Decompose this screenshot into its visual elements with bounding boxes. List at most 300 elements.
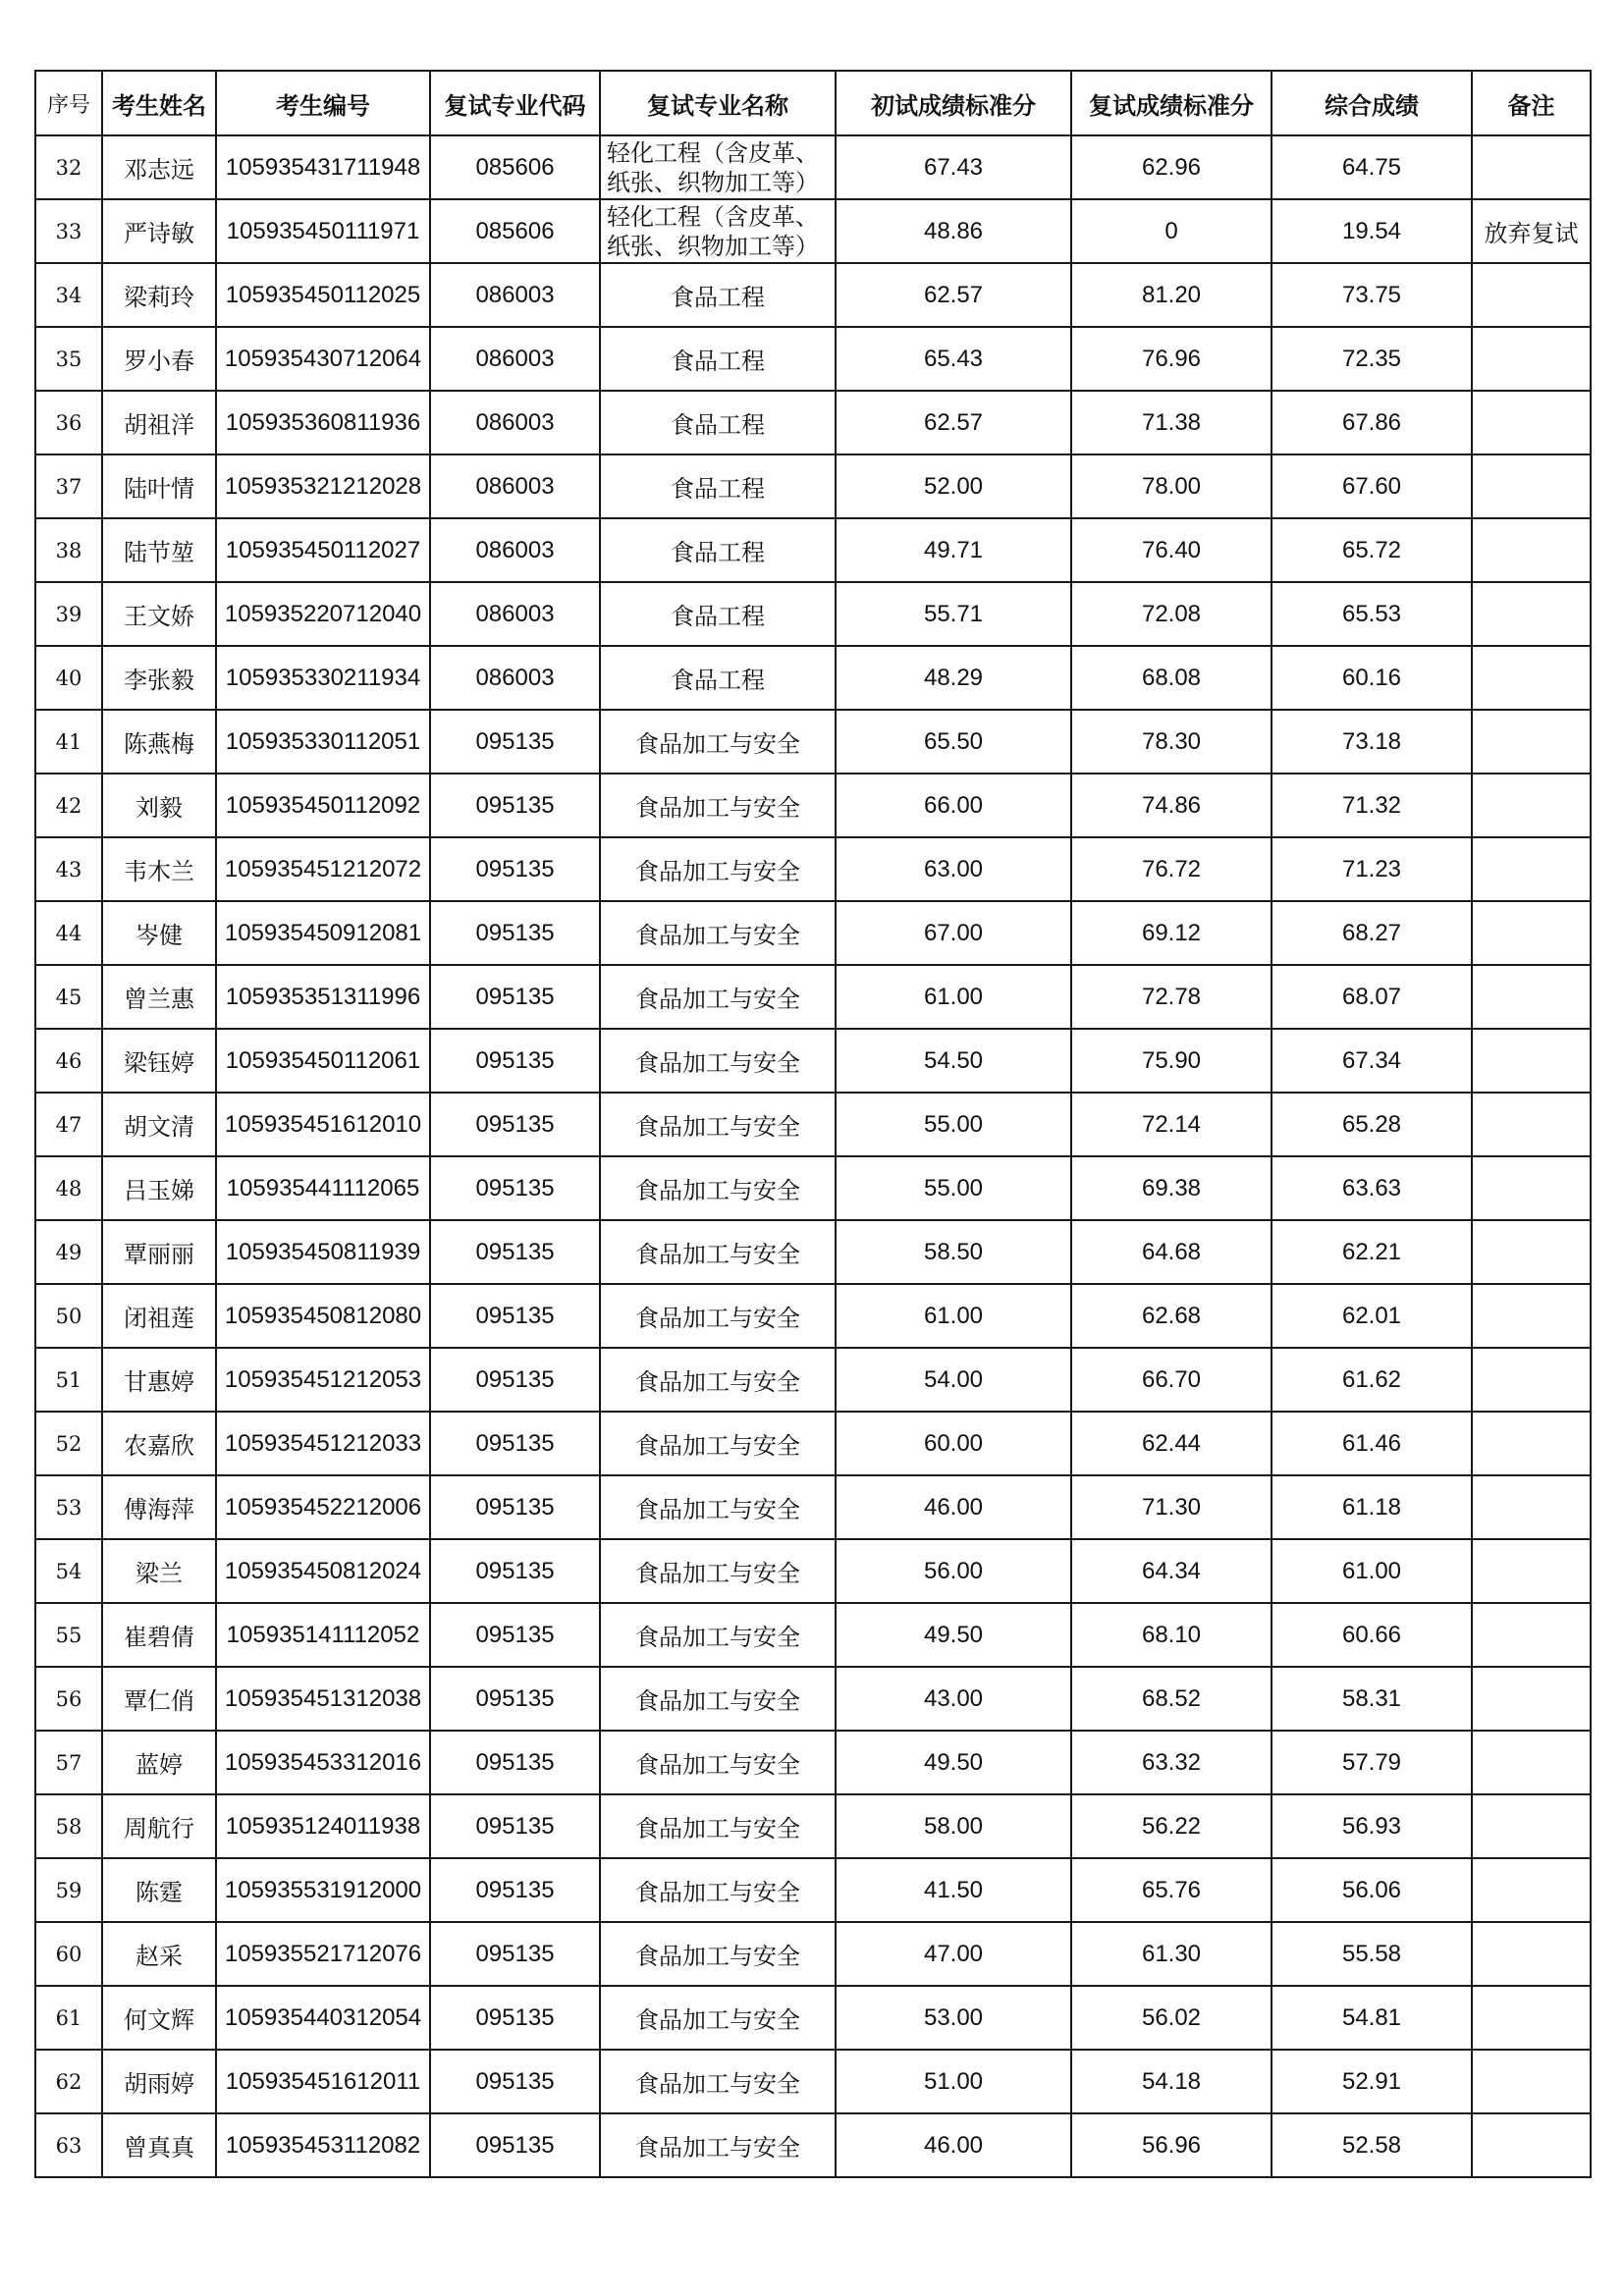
remarks	[1472, 1220, 1591, 1284]
row-index: 35	[35, 327, 102, 391]
candidate-name: 曾兰惠	[102, 965, 216, 1029]
major-name: 食品加工与安全	[600, 837, 836, 901]
major-name: 食品加工与安全	[600, 1348, 836, 1412]
candidate-name: 陆叶情	[102, 454, 216, 518]
candidate-name: 岑健	[102, 901, 216, 965]
remarks	[1472, 1156, 1591, 1220]
row-index: 52	[35, 1412, 102, 1475]
retest-score: 68.10	[1071, 1603, 1272, 1667]
remarks	[1472, 710, 1591, 774]
major-name: 食品工程	[600, 327, 836, 391]
candidate-name: 梁兰	[102, 1539, 216, 1603]
retest-score: 66.70	[1071, 1348, 1272, 1412]
row-index: 43	[35, 837, 102, 901]
prelim-score: 67.00	[836, 901, 1071, 965]
prelim-score: 61.00	[836, 965, 1071, 1029]
table-row	[35, 1029, 1591, 1093]
row-index: 33	[35, 199, 102, 263]
candidate-name: 韦木兰	[102, 837, 216, 901]
table-row	[35, 1858, 1591, 1922]
row-index: 34	[35, 263, 102, 327]
row-index: 42	[35, 774, 102, 837]
prelim-score: 62.57	[836, 391, 1071, 454]
total-score: 73.18	[1272, 710, 1472, 774]
row-index: 60	[35, 1922, 102, 1986]
retest-score: 72.78	[1071, 965, 1272, 1029]
major-code: 085606	[430, 199, 600, 263]
candidate-name: 陈燕梅	[102, 710, 216, 774]
table-row	[35, 901, 1591, 965]
major-code: 095135	[430, 1475, 600, 1539]
table-row	[35, 837, 1591, 901]
candidate-name: 傅海萍	[102, 1475, 216, 1539]
candidate-id: 105935453312016	[216, 1731, 430, 1794]
candidate-id: 105935451612011	[216, 2050, 430, 2113]
candidate-name: 梁莉玲	[102, 263, 216, 327]
major-name: 食品加工与安全	[600, 1475, 836, 1539]
remarks	[1472, 263, 1591, 327]
major-name: 食品加工与安全	[600, 1284, 836, 1348]
total-score: 62.21	[1272, 1220, 1472, 1284]
retest-score: 74.86	[1071, 774, 1272, 837]
table-row	[35, 135, 1591, 199]
table-row	[35, 199, 1591, 263]
prelim-score: 48.29	[836, 646, 1071, 710]
retest-score: 75.90	[1071, 1029, 1272, 1093]
candidate-id: 105935450112027	[216, 518, 430, 582]
retest-score: 76.96	[1071, 327, 1272, 391]
prelim-score: 43.00	[836, 1667, 1071, 1731]
candidate-id: 105935220712040	[216, 582, 430, 646]
major-code: 086003	[430, 582, 600, 646]
major-name: 食品加工与安全	[600, 1667, 836, 1731]
total-score: 57.79	[1272, 1731, 1472, 1794]
retest-score: 56.96	[1071, 2113, 1272, 2177]
table-row	[35, 391, 1591, 454]
major-code: 095135	[430, 1029, 600, 1093]
major-code: 095135	[430, 2050, 600, 2113]
total-score: 72.35	[1272, 327, 1472, 391]
retest-score: 64.34	[1071, 1539, 1272, 1603]
total-score: 73.75	[1272, 263, 1472, 327]
candidate-name: 覃丽丽	[102, 1220, 216, 1284]
table-row	[35, 1220, 1591, 1284]
major-code: 086003	[430, 391, 600, 454]
table-row	[35, 1731, 1591, 1794]
remarks	[1472, 1284, 1591, 1348]
major-name: 轻化工程（含皮革、纸张、织物加工等）	[600, 135, 836, 199]
row-index: 56	[35, 1667, 102, 1731]
total-score: 54.81	[1272, 1986, 1472, 2050]
major-name: 食品加工与安全	[600, 1093, 836, 1156]
major-name: 食品加工与安全	[600, 965, 836, 1029]
header-name: 考生姓名	[102, 71, 216, 135]
row-index: 37	[35, 454, 102, 518]
table-row	[35, 1156, 1591, 1220]
retest-score: 72.08	[1071, 582, 1272, 646]
table-row	[35, 263, 1591, 327]
total-score: 68.27	[1272, 901, 1472, 965]
row-index: 55	[35, 1603, 102, 1667]
table-row	[35, 327, 1591, 391]
header-retest-score: 复试成绩标准分	[1071, 71, 1272, 135]
major-code: 086003	[430, 454, 600, 518]
remarks	[1472, 1539, 1591, 1603]
retest-score: 68.08	[1071, 646, 1272, 710]
table-row	[35, 774, 1591, 837]
candidate-name: 蓝婷	[102, 1731, 216, 1794]
total-score: 56.06	[1272, 1858, 1472, 1922]
candidate-name: 农嘉欣	[102, 1412, 216, 1475]
header-candidate-id: 考生编号	[216, 71, 430, 135]
major-code: 095135	[430, 1093, 600, 1156]
candidate-id: 105935351311996	[216, 965, 430, 1029]
candidate-name: 严诗敏	[102, 199, 216, 263]
major-name: 食品加工与安全	[600, 2113, 836, 2177]
prelim-score: 55.71	[836, 582, 1071, 646]
row-index: 45	[35, 965, 102, 1029]
retest-score: 76.72	[1071, 837, 1272, 901]
candidate-id: 105935441112065	[216, 1156, 430, 1220]
candidate-name: 甘惠婷	[102, 1348, 216, 1412]
major-name: 食品工程	[600, 454, 836, 518]
major-code: 085606	[430, 135, 600, 199]
major-name: 食品加工与安全	[600, 1731, 836, 1794]
major-code: 095135	[430, 901, 600, 965]
table-row	[35, 2113, 1591, 2177]
major-code: 095135	[430, 1667, 600, 1731]
candidate-id: 105935450912081	[216, 901, 430, 965]
candidate-id: 105935451212033	[216, 1412, 430, 1475]
remarks	[1472, 965, 1591, 1029]
retest-score: 62.96	[1071, 135, 1272, 199]
prelim-score: 58.00	[836, 1794, 1071, 1858]
row-index: 54	[35, 1539, 102, 1603]
major-name: 食品加工与安全	[600, 1029, 836, 1093]
prelim-score: 65.50	[836, 710, 1071, 774]
remarks	[1472, 1093, 1591, 1156]
remarks	[1472, 518, 1591, 582]
remarks: 放弃复试	[1472, 199, 1591, 263]
major-code: 086003	[430, 327, 600, 391]
row-index: 41	[35, 710, 102, 774]
remarks	[1472, 327, 1591, 391]
major-code: 095135	[430, 1986, 600, 2050]
remarks	[1472, 1412, 1591, 1475]
row-index: 38	[35, 518, 102, 582]
prelim-score: 54.50	[836, 1029, 1071, 1093]
retest-score: 72.14	[1071, 1093, 1272, 1156]
header-row	[35, 71, 1591, 135]
candidate-id: 105935450812080	[216, 1284, 430, 1348]
candidate-name: 何文辉	[102, 1986, 216, 2050]
candidate-id: 105935452212006	[216, 1475, 430, 1539]
candidate-id: 105935521712076	[216, 1922, 430, 1986]
total-score: 65.28	[1272, 1093, 1472, 1156]
major-code: 086003	[430, 646, 600, 710]
table-row	[35, 710, 1591, 774]
prelim-score: 66.00	[836, 774, 1071, 837]
total-score: 68.07	[1272, 965, 1472, 1029]
total-score: 61.00	[1272, 1539, 1472, 1603]
table-row	[35, 1412, 1591, 1475]
candidate-name: 陆节堃	[102, 518, 216, 582]
major-code: 095135	[430, 1794, 600, 1858]
table-row	[35, 1986, 1591, 2050]
candidate-id: 105935453112082	[216, 2113, 430, 2177]
total-score: 56.93	[1272, 1794, 1472, 1858]
remarks	[1472, 1858, 1591, 1922]
remarks	[1472, 1794, 1591, 1858]
header-major-code: 复试专业代码	[430, 71, 600, 135]
remarks	[1472, 646, 1591, 710]
row-index: 53	[35, 1475, 102, 1539]
candidate-id: 105935141112052	[216, 1603, 430, 1667]
retest-score: 78.00	[1071, 454, 1272, 518]
remarks	[1472, 1986, 1591, 2050]
major-code: 095135	[430, 1539, 600, 1603]
remarks	[1472, 1922, 1591, 1986]
row-index: 59	[35, 1858, 102, 1922]
major-code: 095135	[430, 837, 600, 901]
remarks	[1472, 774, 1591, 837]
prelim-score: 49.50	[836, 1603, 1071, 1667]
major-code: 086003	[430, 518, 600, 582]
major-name: 食品工程	[600, 263, 836, 327]
major-name: 食品加工与安全	[600, 901, 836, 965]
major-name: 食品加工与安全	[600, 1794, 836, 1858]
retest-score: 65.76	[1071, 1858, 1272, 1922]
row-index: 46	[35, 1029, 102, 1093]
prelim-score: 65.43	[836, 327, 1071, 391]
prelim-score: 51.00	[836, 2050, 1071, 2113]
row-index: 49	[35, 1220, 102, 1284]
prelim-score: 60.00	[836, 1412, 1071, 1475]
candidate-name: 邓志远	[102, 135, 216, 199]
total-score: 71.23	[1272, 837, 1472, 901]
remarks	[1472, 2050, 1591, 2113]
prelim-score: 53.00	[836, 1986, 1071, 2050]
row-index: 39	[35, 582, 102, 646]
candidate-name: 梁钰婷	[102, 1029, 216, 1093]
prelim-score: 56.00	[836, 1539, 1071, 1603]
row-index: 47	[35, 1093, 102, 1156]
prelim-score: 48.86	[836, 199, 1071, 263]
retest-score: 69.38	[1071, 1156, 1272, 1220]
remarks	[1472, 1731, 1591, 1794]
candidate-id: 105935124011938	[216, 1794, 430, 1858]
total-score: 52.91	[1272, 2050, 1472, 2113]
retest-score: 68.52	[1071, 1667, 1272, 1731]
major-code: 095135	[430, 774, 600, 837]
row-index: 61	[35, 1986, 102, 2050]
major-code: 095135	[430, 2113, 600, 2177]
candidate-id: 105935450112025	[216, 263, 430, 327]
candidate-id: 105935451212072	[216, 837, 430, 901]
candidate-id: 105935451612010	[216, 1093, 430, 1156]
major-name: 食品加工与安全	[600, 1539, 836, 1603]
major-name: 食品加工与安全	[600, 1858, 836, 1922]
retest-score: 69.12	[1071, 901, 1272, 965]
total-score: 61.18	[1272, 1475, 1472, 1539]
major-code: 095135	[430, 1603, 600, 1667]
total-score: 52.58	[1272, 2113, 1472, 2177]
candidate-id: 105935450112061	[216, 1029, 430, 1093]
candidate-name: 闭祖莲	[102, 1284, 216, 1348]
prelim-score: 46.00	[836, 1475, 1071, 1539]
prelim-score: 67.43	[836, 135, 1071, 199]
row-index: 51	[35, 1348, 102, 1412]
table-row	[35, 582, 1591, 646]
row-index: 36	[35, 391, 102, 454]
candidate-name: 吕玉娣	[102, 1156, 216, 1220]
score-table	[34, 70, 1592, 2178]
major-code: 095135	[430, 965, 600, 1029]
candidate-name: 李张毅	[102, 646, 216, 710]
total-score: 55.58	[1272, 1922, 1472, 1986]
candidate-name: 王文娇	[102, 582, 216, 646]
retest-score: 0	[1071, 199, 1272, 263]
major-code: 095135	[430, 1348, 600, 1412]
table-row	[35, 454, 1591, 518]
major-code: 095135	[430, 1412, 600, 1475]
retest-score: 62.68	[1071, 1284, 1272, 1348]
table-row	[35, 518, 1591, 582]
total-score: 61.46	[1272, 1412, 1472, 1475]
prelim-score: 47.00	[836, 1922, 1071, 1986]
major-name: 食品加工与安全	[600, 710, 836, 774]
retest-score: 71.30	[1071, 1475, 1272, 1539]
major-name: 食品工程	[600, 391, 836, 454]
candidate-name: 陈霆	[102, 1858, 216, 1922]
table-row	[35, 1667, 1591, 1731]
candidate-id: 105935451312038	[216, 1667, 430, 1731]
candidate-id: 105935330112051	[216, 710, 430, 774]
candidate-id: 105935450812024	[216, 1539, 430, 1603]
major-name: 食品工程	[600, 582, 836, 646]
major-name: 食品加工与安全	[600, 1922, 836, 1986]
prelim-score: 52.00	[836, 454, 1071, 518]
major-name: 食品加工与安全	[600, 1986, 836, 2050]
header-index: 序号	[35, 71, 102, 135]
table-row	[35, 965, 1591, 1029]
candidate-id: 105935321212028	[216, 454, 430, 518]
retest-score: 56.22	[1071, 1794, 1272, 1858]
header-remarks: 备注	[1472, 71, 1591, 135]
candidate-id: 105935531912000	[216, 1858, 430, 1922]
candidate-id: 105935450111971	[216, 199, 430, 263]
candidate-name: 罗小春	[102, 327, 216, 391]
retest-score: 56.02	[1071, 1986, 1272, 2050]
candidate-id: 105935430712064	[216, 327, 430, 391]
prelim-score: 62.57	[836, 263, 1071, 327]
major-name: 食品加工与安全	[600, 2050, 836, 2113]
total-score: 71.32	[1272, 774, 1472, 837]
row-index: 57	[35, 1731, 102, 1794]
major-name: 食品工程	[600, 646, 836, 710]
remarks	[1472, 391, 1591, 454]
retest-score: 81.20	[1071, 263, 1272, 327]
major-name: 食品加工与安全	[600, 1412, 836, 1475]
row-index: 44	[35, 901, 102, 965]
total-score: 64.75	[1272, 135, 1472, 199]
remarks	[1472, 1667, 1591, 1731]
total-score: 19.54	[1272, 199, 1472, 263]
prelim-score: 55.00	[836, 1093, 1071, 1156]
candidate-name: 周航行	[102, 1794, 216, 1858]
major-code: 095135	[430, 1156, 600, 1220]
candidate-id: 105935451212053	[216, 1348, 430, 1412]
major-name: 食品加工与安全	[600, 1220, 836, 1284]
header-prelim-score: 初试成绩标准分	[836, 71, 1071, 135]
table-row	[35, 646, 1591, 710]
retest-score: 63.32	[1071, 1731, 1272, 1794]
retest-score: 64.68	[1071, 1220, 1272, 1284]
retest-score: 62.44	[1071, 1412, 1272, 1475]
retest-score: 61.30	[1071, 1922, 1272, 1986]
remarks	[1472, 1603, 1591, 1667]
retest-score: 71.38	[1071, 391, 1272, 454]
major-name: 食品工程	[600, 518, 836, 582]
major-code: 095135	[430, 1858, 600, 1922]
prelim-score: 54.00	[836, 1348, 1071, 1412]
table-row	[35, 2050, 1591, 2113]
prelim-score: 55.00	[836, 1156, 1071, 1220]
major-name: 食品加工与安全	[600, 1603, 836, 1667]
table-row	[35, 1794, 1591, 1858]
table-row	[35, 1348, 1591, 1412]
total-score: 65.72	[1272, 518, 1472, 582]
prelim-score: 46.00	[836, 2113, 1071, 2177]
major-name: 食品加工与安全	[600, 774, 836, 837]
major-code: 095135	[430, 1284, 600, 1348]
major-code: 086003	[430, 263, 600, 327]
remarks	[1472, 454, 1591, 518]
row-index: 62	[35, 2050, 102, 2113]
candidate-name: 胡祖洋	[102, 391, 216, 454]
major-code: 095135	[430, 1220, 600, 1284]
candidate-name: 刘毅	[102, 774, 216, 837]
remarks	[1472, 135, 1591, 199]
major-code: 095135	[430, 1731, 600, 1794]
prelim-score: 63.00	[836, 837, 1071, 901]
candidate-name: 胡雨婷	[102, 2050, 216, 2113]
prelim-score: 61.00	[836, 1284, 1071, 1348]
retest-score: 54.18	[1071, 2050, 1272, 2113]
candidate-name: 崔碧倩	[102, 1603, 216, 1667]
total-score: 63.63	[1272, 1156, 1472, 1220]
prelim-score: 49.50	[836, 1731, 1071, 1794]
total-score: 62.01	[1272, 1284, 1472, 1348]
candidate-name: 曾真真	[102, 2113, 216, 2177]
header-major-name: 复试专业名称	[600, 71, 836, 135]
table-row	[35, 1603, 1591, 1667]
major-code: 095135	[430, 1922, 600, 1986]
remarks	[1472, 837, 1591, 901]
total-score: 58.31	[1272, 1667, 1472, 1731]
row-index: 40	[35, 646, 102, 710]
major-name: 轻化工程（含皮革、纸张、织物加工等）	[600, 199, 836, 263]
candidate-name: 覃仁俏	[102, 1667, 216, 1731]
prelim-score: 58.50	[836, 1220, 1071, 1284]
remarks	[1472, 1475, 1591, 1539]
total-score: 67.60	[1272, 454, 1472, 518]
retest-score: 76.40	[1071, 518, 1272, 582]
row-index: 32	[35, 135, 102, 199]
table-body	[35, 135, 1591, 2177]
total-score: 67.34	[1272, 1029, 1472, 1093]
remarks	[1472, 1348, 1591, 1412]
